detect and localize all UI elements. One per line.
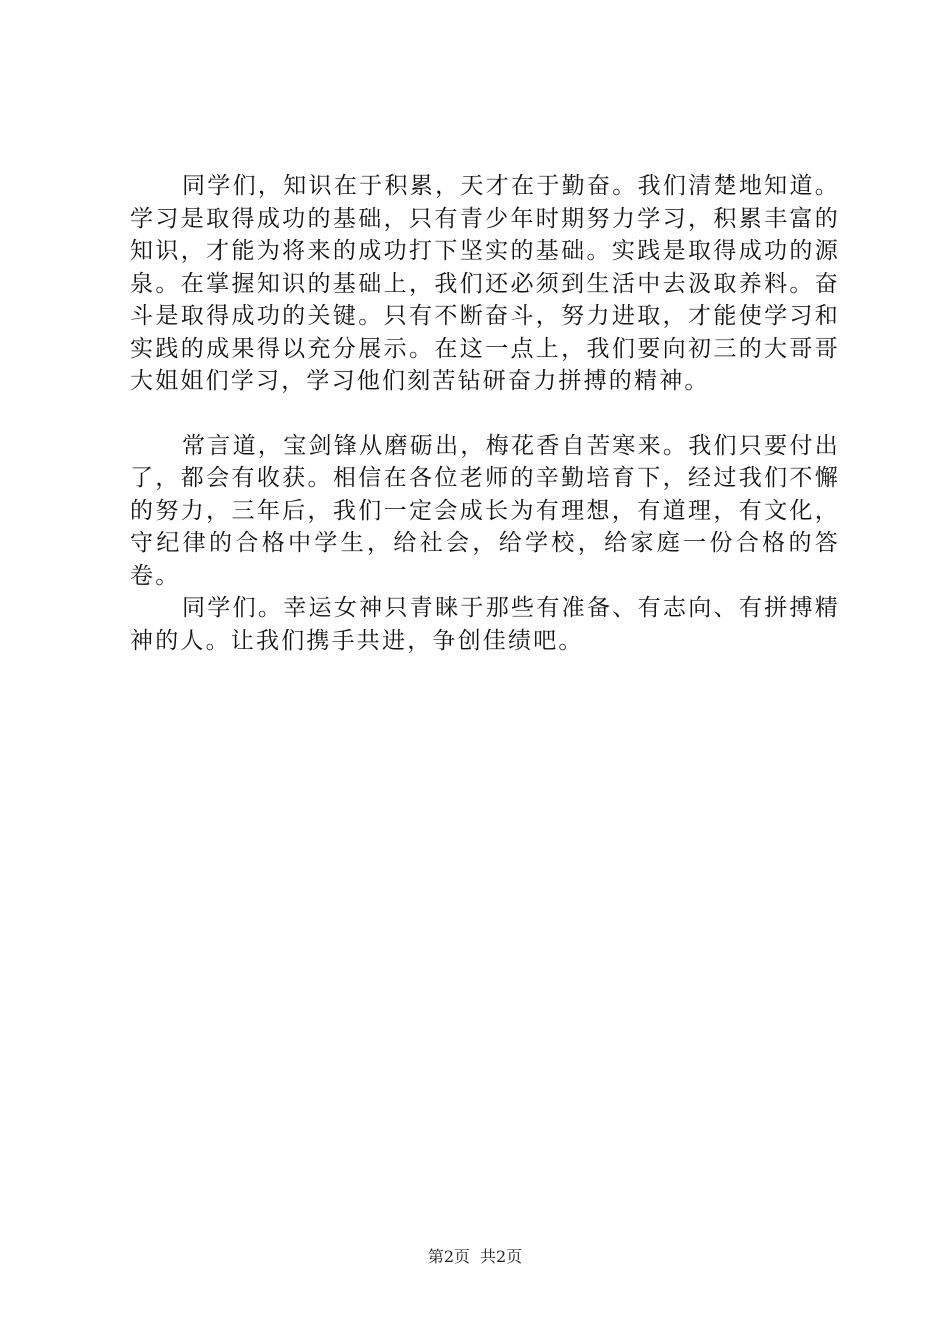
paragraph-2: 常言道，宝剑锋从磨砺出，梅花香自苦寒来。我们只要付出了，都会有收获。相信在各位老师的辛勤培育下，经过我们不懈的努力，三年后，我们一定会成长为有理想，有道理，有文化，守纪律的合格中学生，给社会，给学校，给家庭一份合格的答卷。 bbox=[130, 432, 840, 589]
page-number: 第2页 bbox=[427, 1247, 470, 1266]
paragraph-1: 同学们，知识在于积累，天才在于勤奋。我们清楚地知道。学习是取得成功的基础，只有青少年时期努力学习，积累丰富的知识，才能为将来的成功打下坚实的基础。实践是取得成功的源泉。在掌握知识的基础上，我们还必须到生活中去汲取养料。奋斗是取得成功的关键。只有不断奋斗，努力进取，才能使学习和实践的成果得以充分展示。在这一点上，我们要向初三的大哥哥大姐姐们学习，学习他们刻苦钻研奋力拼搏的精神。 bbox=[130, 173, 840, 394]
document-body bbox=[130, 170, 840, 657]
page-total: 共2页 bbox=[480, 1247, 523, 1266]
paragraph-3: 同学们。幸运女神只青睐于那些有准备、有志向、有拼搏精神的人。让我们携手共进，争创佳绩吧。 bbox=[130, 595, 840, 654]
page-footer bbox=[0, 1244, 950, 1267]
